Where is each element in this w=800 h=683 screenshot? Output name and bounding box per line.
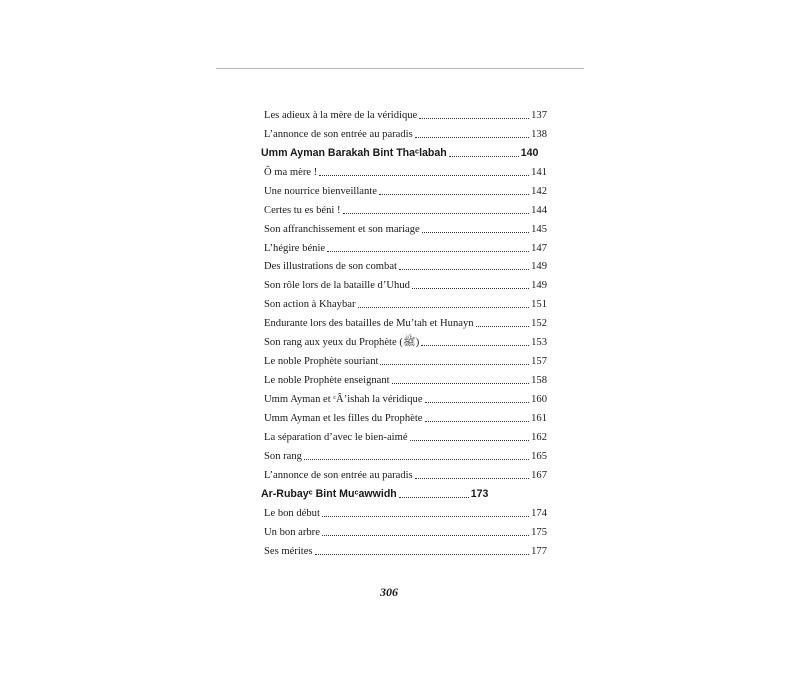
toc-entry-title: Ar-Rubayᶜ Bint Muᶜawwidh — [261, 487, 397, 500]
toc-entry-page: 175 — [531, 526, 547, 538]
toc-entry-title: Les adieux à la mère de la véridique — [264, 109, 418, 121]
toc-entry-page: 144 — [531, 204, 547, 216]
toc-dot-leader — [322, 516, 529, 517]
toc-entry-title: Son action à Khaybar — [264, 299, 356, 311]
toc-entry-page: 173 — [470, 487, 489, 500]
toc-entry — [261, 217, 547, 236]
page-number: 306 — [380, 585, 398, 599]
toc-entry — [261, 406, 547, 425]
toc-dot-leader — [358, 307, 530, 308]
toc-entry — [261, 330, 547, 349]
toc-entry-page: 177 — [531, 545, 547, 557]
toc-entry — [261, 368, 547, 387]
toc-dot-leader — [476, 326, 530, 327]
toc-entry-title: Ses mérites — [264, 545, 313, 557]
toc-entry — [261, 179, 547, 198]
toc-entry-page: 165 — [531, 450, 547, 462]
toc-entry — [261, 520, 547, 539]
toc-entry-title: Umm Ayman et ᶜÂ’ishah la véridique — [264, 394, 423, 405]
toc-dot-leader — [410, 440, 530, 441]
toc-entry-title: La séparation d’avec le bien-aimé — [264, 431, 408, 443]
toc-entry — [261, 236, 547, 255]
toc-dot-leader — [380, 364, 529, 365]
toc-entry-page: 158 — [531, 375, 547, 387]
toc-entry-page: 142 — [531, 185, 547, 197]
toc-entry-title: L’hégire bénie — [264, 242, 326, 254]
toc-entry — [261, 198, 547, 217]
toc-entry — [261, 463, 547, 482]
toc-entry-page: 174 — [531, 507, 547, 519]
toc-entry-title: Un bon arbre — [264, 526, 320, 538]
toc-dot-leader — [379, 194, 529, 195]
toc-dot-leader — [304, 459, 529, 460]
toc-entry — [261, 122, 547, 141]
toc-dot-leader — [412, 288, 529, 289]
toc-entry-page: 160 — [531, 394, 547, 405]
toc-entry — [261, 292, 547, 311]
toc-entry-page: 145 — [531, 223, 547, 235]
toc-entry-page: 141 — [531, 166, 547, 178]
toc-entry-title: Le noble Prophète souriant — [264, 356, 379, 368]
toc-dot-leader — [419, 118, 529, 119]
toc-entry-title: Une nourrice bienveillante — [264, 185, 377, 197]
toc-dot-leader — [399, 269, 529, 270]
toc-entry-title: Endurante lors des batailles de Mu’tah et Hunayn — [264, 318, 474, 330]
toc-dot-leader — [425, 402, 530, 403]
toc-entry — [261, 387, 547, 406]
toc-entry-page: 167 — [531, 469, 547, 481]
toc-entry-title: Le noble Prophète enseignant — [264, 375, 390, 387]
toc-dot-leader — [343, 213, 530, 214]
toc-entry-page: 162 — [531, 431, 547, 443]
toc-entry-page: 138 — [531, 128, 547, 140]
toc-entry — [261, 160, 547, 179]
toc-entry-title: Son affranchissement et son mariage — [264, 223, 420, 235]
toc-entry — [261, 539, 547, 558]
toc-entry-title: Des illustrations de son combat — [264, 261, 397, 273]
toc-entry-page: 157 — [531, 356, 547, 368]
toc-dot-leader — [415, 478, 529, 479]
toc-entry-page: 147 — [531, 242, 547, 254]
toc-entry — [261, 255, 547, 274]
toc-entry-page: 153 — [531, 337, 547, 349]
toc-dot-leader — [315, 554, 530, 555]
toc-entry-page: 151 — [531, 299, 547, 311]
toc-dot-leader — [421, 345, 529, 346]
toc-entry-title: L’annonce de son entrée au paradis — [264, 128, 413, 140]
toc-dot-leader — [322, 535, 529, 536]
toc-entry-title: Son rôle lors de la bataille d’Uhud — [264, 280, 410, 292]
toc-entry — [261, 311, 547, 330]
toc-entry-title: Son rang — [264, 450, 302, 462]
toc-entry-page: 152 — [531, 318, 547, 330]
toc-entry — [261, 501, 547, 520]
toc-dot-leader — [422, 232, 529, 233]
toc-dot-leader — [392, 383, 529, 384]
table-of-contents — [261, 103, 547, 558]
toc-entry-page: 137 — [531, 109, 547, 121]
toc-dot-leader — [399, 497, 469, 498]
toc-dot-leader — [425, 421, 530, 422]
toc-dot-leader — [415, 137, 529, 138]
toc-entry-title: Umm Ayman et les filles du Prophète — [264, 412, 423, 424]
toc-entry — [261, 425, 547, 444]
toc-entry — [261, 273, 547, 292]
toc-entry — [261, 103, 547, 122]
toc-entry-title: L’annonce de son entrée au paradis — [264, 469, 413, 481]
toc-entry-title: Certes tu es béni ! — [264, 204, 341, 216]
toc-entry-page: 149 — [531, 261, 547, 273]
toc-entry-page: 140 — [520, 146, 539, 159]
toc-dot-leader — [319, 175, 529, 176]
toc-entry-title: Le bon début — [264, 507, 320, 519]
toc-dot-leader — [327, 251, 529, 252]
toc-entry-title: Umm Ayman Barakah Bint Thaᶜlabah — [261, 146, 447, 159]
toc-entry-title: Son rang aux yeux du Prophète (ﷺ) — [264, 337, 420, 349]
toc-entry-page: 161 — [531, 412, 547, 424]
toc-dot-leader — [449, 156, 519, 157]
top-divider — [216, 68, 584, 69]
toc-entry — [261, 444, 547, 463]
toc-entry-title: Ô ma mère ! — [264, 166, 318, 178]
toc-chapter-entry — [261, 141, 547, 160]
toc-entry-page: 149 — [531, 280, 547, 292]
toc-chapter-entry — [261, 482, 547, 501]
toc-entry — [261, 349, 547, 368]
